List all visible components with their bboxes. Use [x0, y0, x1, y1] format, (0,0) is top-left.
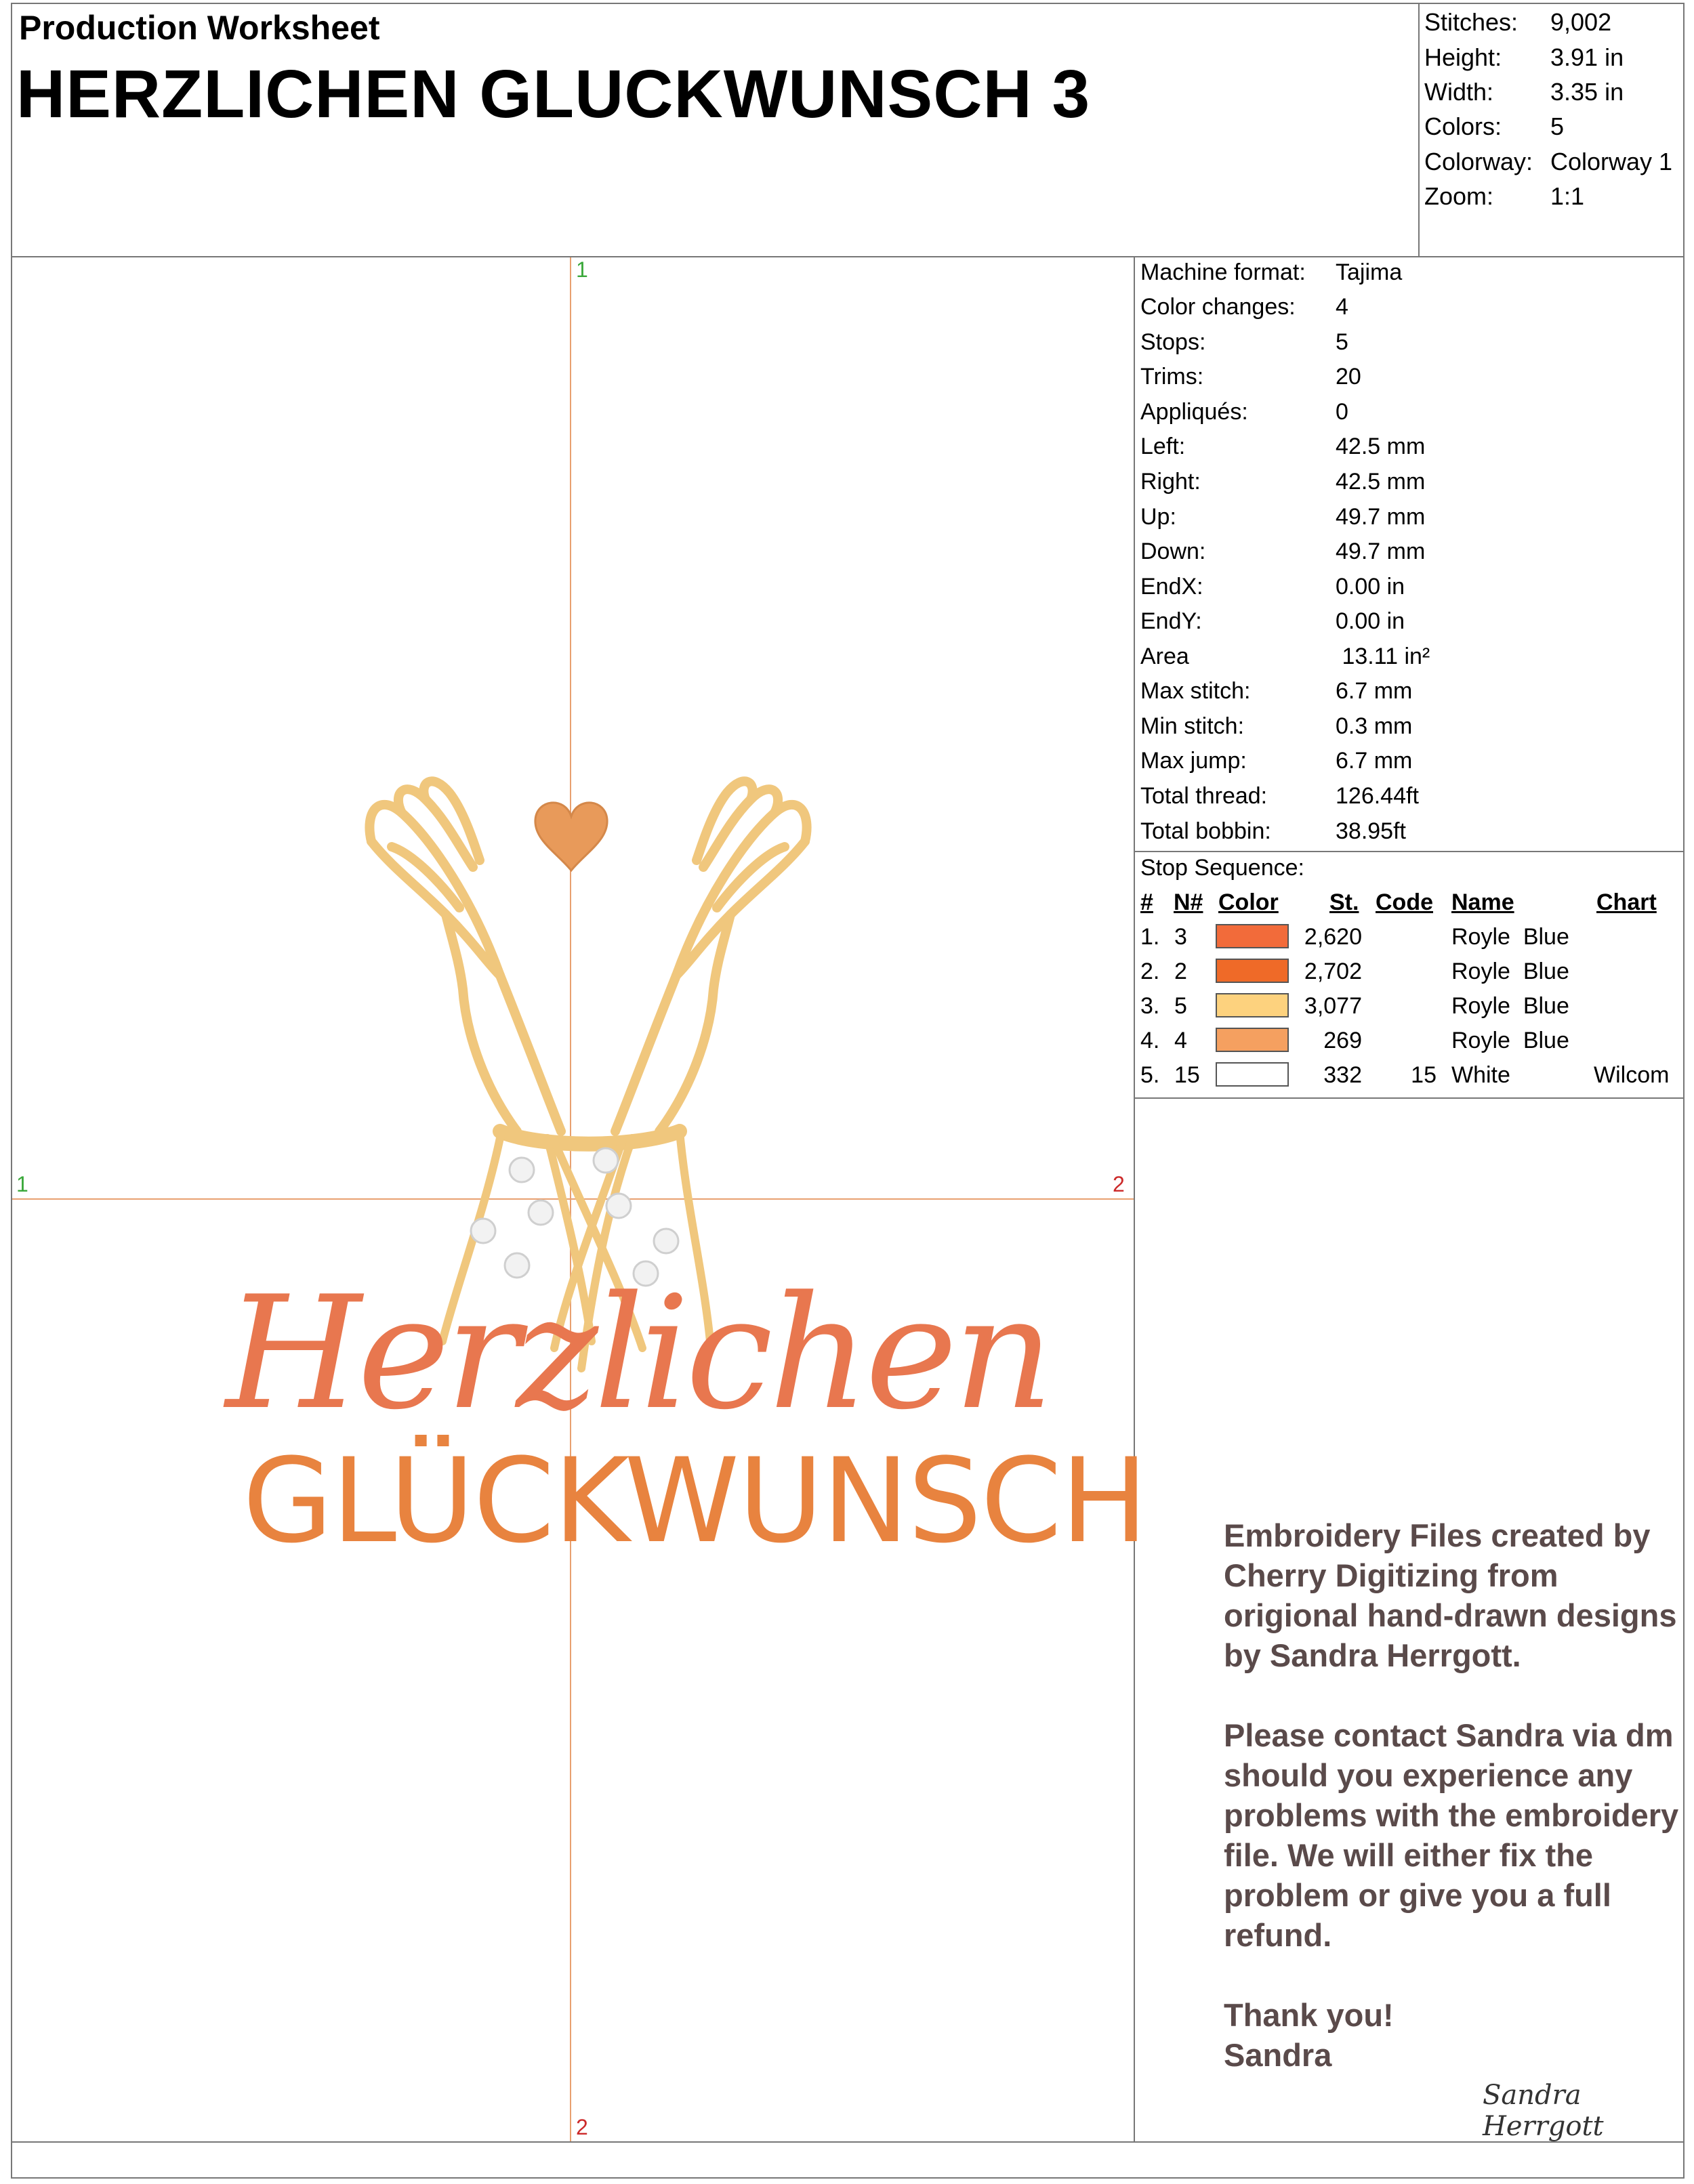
design-script-text: Herzlichen — [226, 1263, 1050, 1444]
stat-value: 49.7 mm — [1336, 504, 1426, 530]
axis-label-top: 1 — [576, 257, 588, 282]
signature-logo: Sandra Herrgott — [1483, 2080, 1604, 2142]
row-stitches: 332 — [1323, 1062, 1362, 1088]
design-block-text: GLÜCKWUNSCH — [243, 1433, 1147, 1569]
stat-value: 20 — [1336, 364, 1361, 390]
stat-label: Area — [1140, 644, 1189, 669]
stat-label: Stops: — [1140, 329, 1206, 355]
worksheet-label: Production Worksheet — [19, 9, 380, 47]
stat-value: 5 — [1336, 329, 1348, 355]
stat-value: 126.44ft — [1336, 783, 1419, 809]
stat-value: 6.7 mm — [1336, 748, 1413, 774]
left-hand-icon — [369, 781, 561, 1131]
stat-label: Left: — [1140, 434, 1186, 459]
row-num: 1. — [1140, 924, 1160, 950]
stat-value: 0.00 in — [1336, 608, 1405, 634]
axis-label-right: 2 — [1113, 1172, 1125, 1196]
summary-label: Zoom: — [1424, 182, 1494, 210]
frame-top — [11, 3, 1685, 4]
row-stitches: 2,620 — [1304, 924, 1362, 950]
color-swatch — [1216, 959, 1289, 983]
stat-value: Tajima — [1336, 259, 1403, 285]
stat-value: 13.11 in² — [1336, 644, 1430, 669]
summary-value: 9,002 — [1550, 8, 1612, 36]
stat-label: Min stitch: — [1140, 713, 1245, 739]
axis-label-left: 1 — [16, 1172, 28, 1196]
summary-label: Colors: — [1424, 112, 1502, 140]
summary-value: 3.35 in — [1550, 78, 1624, 106]
stat-label: EndX: — [1140, 574, 1203, 600]
stat-value: 49.7 mm — [1336, 539, 1426, 564]
row-stitches: 269 — [1323, 1028, 1362, 1053]
right-hand-icon — [615, 781, 807, 1131]
row-code: 15 — [1411, 1062, 1437, 1088]
stat-label: Appliqués: — [1140, 399, 1248, 425]
row-num: 2. — [1140, 959, 1160, 984]
row-needle: 5 — [1174, 993, 1187, 1019]
stat-label: Machine format: — [1140, 259, 1306, 285]
color-swatch — [1216, 993, 1289, 1017]
stat-value: 38.95ft — [1336, 818, 1406, 844]
summary-label: Stitches: — [1424, 8, 1519, 36]
stat-value: 0.00 in — [1336, 574, 1405, 600]
row-num: 3. — [1140, 993, 1160, 1019]
col-header-code: Code — [1376, 889, 1433, 915]
row-name: Royle Blue — [1451, 924, 1569, 950]
stat-label: Total thread: — [1140, 783, 1268, 809]
stat-value: 42.5 mm — [1336, 469, 1426, 495]
frame-footer — [11, 2177, 1685, 2179]
stat-label: EndY: — [1140, 608, 1202, 634]
note-paragraph: Please contact Sandra via dm should you experience any problems with the embroidery file. We will either fix the problem or give you a full refund. — [1224, 1717, 1679, 1953]
embroidery-design — [12, 257, 1134, 2141]
stat-label: Total bobbin: — [1140, 818, 1271, 844]
designer-note — [1224, 1515, 1685, 2075]
frame-stats-divider — [1134, 851, 1683, 852]
stat-value: 0 — [1336, 399, 1348, 425]
design-preview — [12, 257, 1147, 2141]
design-title: HERZLICHEN GLUCKWUNSCH 3 — [16, 56, 1091, 132]
axis-label-bottom: 2 — [576, 2115, 588, 2139]
stat-value: 4 — [1336, 294, 1348, 320]
row-needle: 15 — [1174, 1062, 1200, 1088]
summary-value: 5 — [1550, 112, 1565, 140]
frame-sequence-divider — [1134, 1097, 1683, 1099]
col-header-name: Name — [1451, 889, 1514, 915]
row-name: Royle Blue — [1451, 959, 1569, 984]
row-needle: 3 — [1174, 924, 1187, 950]
summary-value: Colorway 1 — [1550, 148, 1673, 175]
stat-label: Down: — [1140, 539, 1206, 564]
stat-value: 42.5 mm — [1336, 434, 1426, 459]
stat-label: Max jump: — [1140, 748, 1247, 774]
stop-sequence-title: Stop Sequence: — [1140, 855, 1304, 881]
stat-value: 6.7 mm — [1336, 678, 1413, 704]
summary-label: Width: — [1424, 78, 1494, 106]
row-chart: Wilcom — [1594, 1062, 1670, 1088]
note-paragraph: Embroidery Files created by Cherry Digitizing from origional hand-drawn designs by Sandra Herrgott. — [1224, 1517, 1677, 1673]
col-header-stitches: St. — [1329, 889, 1359, 915]
col-header-num: # — [1140, 889, 1153, 915]
col-header-chart: Chart — [1596, 889, 1657, 915]
frame-bottom — [11, 2141, 1685, 2143]
row-name: Royle Blue — [1451, 1028, 1569, 1053]
row-name: Royle Blue — [1451, 993, 1569, 1019]
frame-summary-divider — [1418, 3, 1420, 256]
summary-label: Height: — [1424, 43, 1502, 71]
stat-label: Color changes: — [1140, 294, 1296, 320]
color-swatch — [1216, 1062, 1289, 1087]
row-num: 4. — [1140, 1028, 1160, 1053]
stat-label: Max stitch: — [1140, 678, 1251, 704]
note-thanks: Thank you! — [1224, 1997, 1394, 2033]
row-num: 5. — [1140, 1062, 1160, 1088]
row-needle: 2 — [1174, 959, 1187, 984]
note-signoff: Sandra — [1224, 2037, 1332, 2073]
summary-value: 1:1 — [1550, 182, 1585, 210]
col-header-needle: N# — [1174, 889, 1203, 915]
summary-value: 3.91 in — [1550, 43, 1624, 71]
row-stitches: 2,702 — [1304, 959, 1362, 984]
frame-panel-divider — [1134, 256, 1135, 2141]
row-stitches: 3,077 — [1304, 993, 1362, 1019]
cuff-band — [500, 1131, 680, 1144]
color-swatch — [1216, 924, 1289, 948]
stat-label: Right: — [1140, 469, 1201, 495]
row-name: White — [1451, 1062, 1510, 1088]
heart-icon — [535, 803, 607, 870]
summary-label: Colorway: — [1424, 148, 1533, 175]
color-swatch — [1216, 1028, 1289, 1052]
stat-label: Up: — [1140, 504, 1176, 530]
col-header-color: Color — [1218, 889, 1279, 915]
stat-label: Trims: — [1140, 364, 1204, 390]
stat-value: 0.3 mm — [1336, 713, 1413, 739]
row-needle: 4 — [1174, 1028, 1187, 1053]
